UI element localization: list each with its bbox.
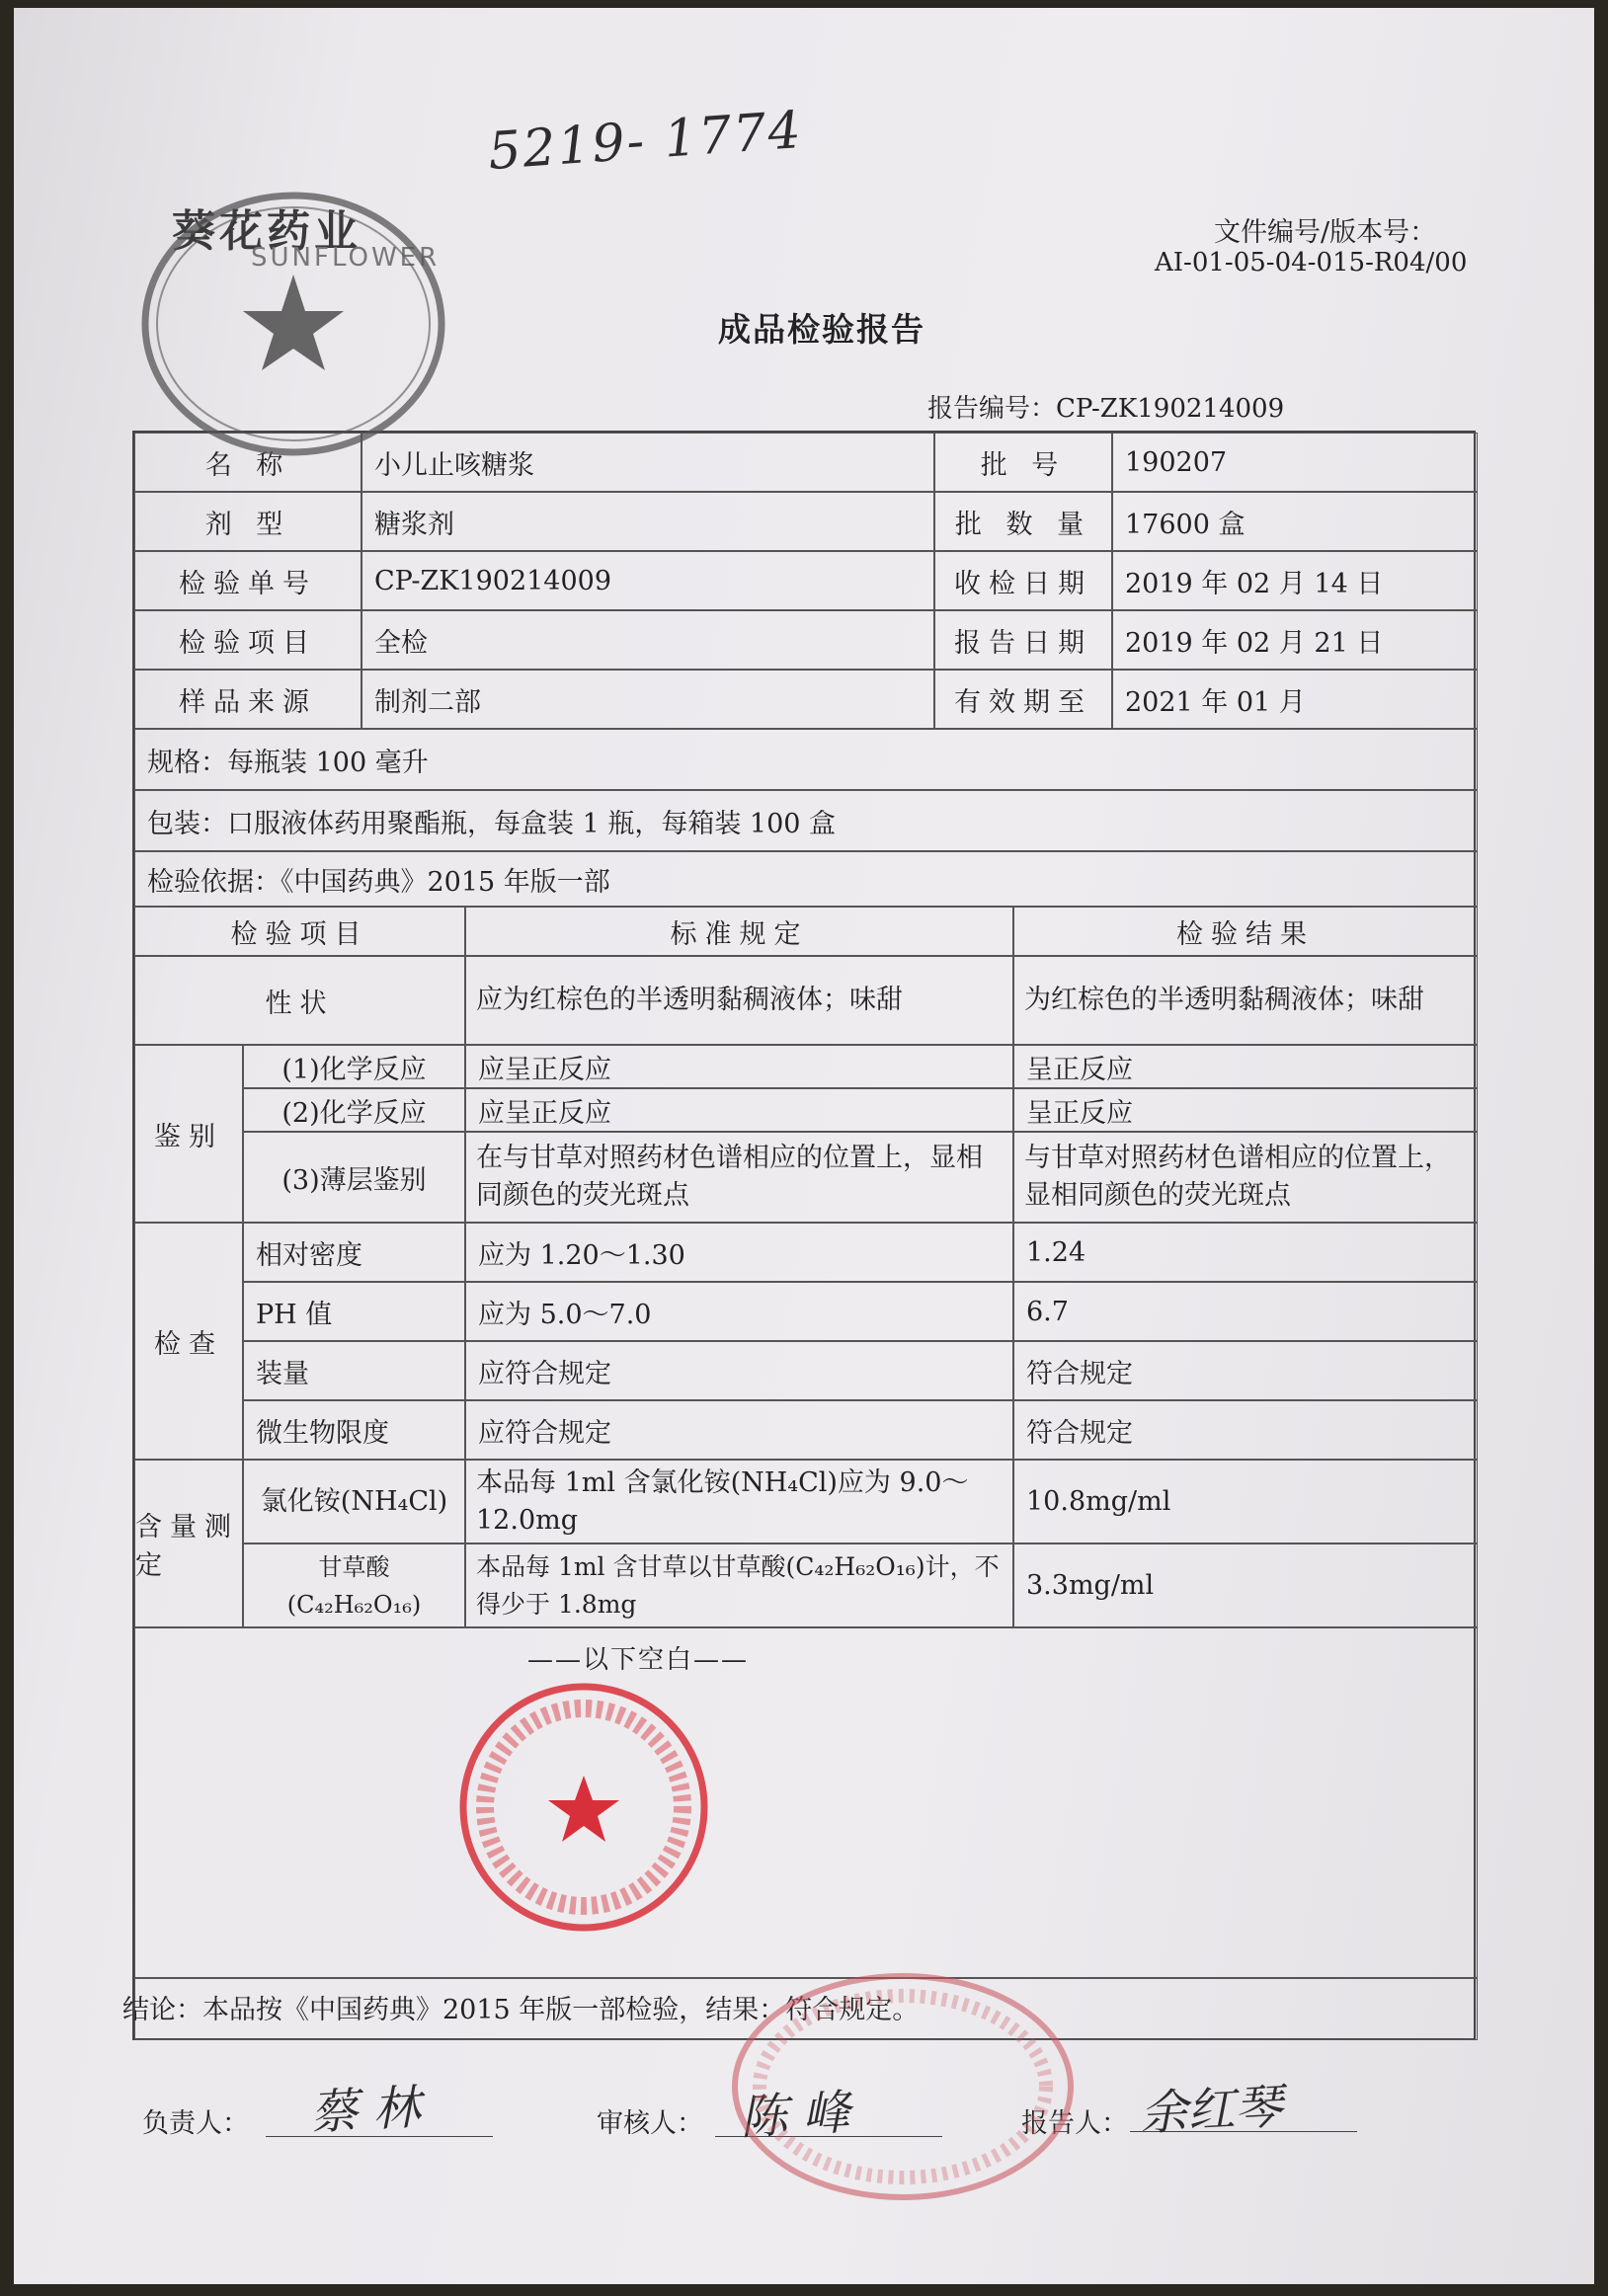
ident3-item: (3)薄层鉴别: [243, 1132, 465, 1223]
density-result: 1.24: [1013, 1223, 1478, 1282]
glyc-result: 3.3mg/ml: [1013, 1544, 1478, 1627]
doc-number-label: 文件编号/版本号：: [1214, 217, 1437, 248]
header-standard: 标准规定: [465, 907, 1013, 956]
document-page: [14, 8, 1594, 2284]
doc-number: AI-01-05-04-015-R04/00: [1155, 248, 1468, 277]
header-result: 检验结果: [1013, 907, 1478, 956]
density-item: 相对密度: [243, 1223, 465, 1282]
ident3-standard: 在与甘草对照药材色谱相应的位置上，显相同颜色的荧光斑点: [465, 1132, 1013, 1223]
micro-item: 微生物限度: [243, 1400, 465, 1460]
test-no-value: CP-ZK190214009: [362, 551, 934, 610]
basis-row: 检验依据：《中国药典》2015 年版一部: [134, 851, 1478, 907]
reviewer-label: 审核人：: [597, 2108, 703, 2139]
report-date-value: 2019 年 02 月 21 日: [1112, 610, 1478, 670]
recv-value: 2019 年 02 月 14 日: [1112, 551, 1478, 610]
company-logo-sub: SUNFLOWER: [251, 243, 441, 273]
name-label: 名 称: [134, 433, 362, 492]
appearance-item: 性状: [134, 956, 465, 1045]
form-value: 糖浆剂: [362, 492, 934, 551]
glyc-item: 甘草酸(C₄₂H₆₂O₁₆): [243, 1544, 465, 1627]
center-red-stamp: [453, 1677, 715, 1939]
responsible-signature: 蔡 林: [308, 2080, 422, 2141]
ident1-standard: 应呈正反应: [465, 1045, 1013, 1088]
batch-label: 批 号: [934, 433, 1112, 492]
report-table: [132, 431, 1476, 2040]
header-item: 检验项目: [134, 907, 465, 956]
conclusion: 结论：本品按《中国药典》2015 年版一部检验，结果：符合规定。: [122, 1995, 920, 2025]
page-title: 成品检验报告: [718, 310, 925, 349]
handwritten-annotation: 5219- 1774: [486, 100, 805, 183]
responsible-label: 负责人：: [142, 2108, 249, 2139]
ph-result: 6.7: [1013, 1282, 1478, 1341]
ident2-item: (2)化学反应: [243, 1088, 465, 1132]
bottom-red-stamp: [720, 1958, 1085, 2215]
reporter-signature: 余红琴: [1138, 2079, 1284, 2142]
check-group-label: 检查: [134, 1223, 243, 1460]
ph-item: PH 值: [243, 1282, 465, 1341]
nh4cl-standard: 本品每 1ml 含氯化铵(NH₄Cl)应为 9.0～12.0mg: [465, 1460, 1013, 1544]
item-value: 全检: [362, 610, 934, 670]
micro-standard: 应符合规定: [465, 1400, 1013, 1460]
reporter-label: 报告人：: [1021, 2108, 1128, 2139]
appearance-result: 为红棕色的半透明黏稠液体；味甜: [1013, 956, 1478, 1045]
ident3-result: 与甘草对照药材色谱相应的位置上，显相同颜色的荧光斑点: [1013, 1132, 1478, 1223]
ident1-result: 呈正反应: [1013, 1045, 1478, 1088]
glyc-standard: 本品每 1ml 含甘草以甘草酸(C₄₂H₆₂O₁₆)计，不得少于 1.8mg: [465, 1544, 1013, 1627]
qty-value: 17600 盒: [1112, 492, 1478, 551]
name-value: 小儿止咳糖浆: [362, 433, 934, 492]
item-label: 检验项目: [134, 610, 362, 670]
nh4cl-item: 氯化铵(NH₄Cl): [243, 1460, 465, 1544]
reviewer-signature: 陈 峰: [738, 2085, 851, 2146]
expiry-label: 有效期至: [934, 670, 1112, 729]
appearance-standard: 应为红棕色的半透明黏稠液体；味甜: [465, 956, 1013, 1045]
source-label: 样品来源: [134, 670, 362, 729]
fill-result: 符合规定: [1013, 1341, 1478, 1400]
form-label: 剂 型: [134, 492, 362, 551]
qty-label: 批 数 量: [934, 492, 1112, 551]
batch-value: 190207: [1112, 433, 1478, 492]
assay-group-label: 含量测定: [134, 1460, 243, 1627]
recv-label: 收检日期: [934, 551, 1112, 610]
report-number: 报告编号：CP-ZK190214009: [927, 394, 1285, 424]
fill-standard: 应符合规定: [465, 1341, 1013, 1400]
package-row: 包装：口服液体药用聚酯瓶，每盒装 1 瓶，每箱装 100 盒: [134, 790, 1478, 851]
micro-result: 符合规定: [1013, 1400, 1478, 1460]
test-no-label: 检验单号: [134, 551, 362, 610]
spec-row: 规格：每瓶装 100 毫升: [134, 729, 1478, 790]
report-date-label: 报告日期: [934, 610, 1112, 670]
ph-standard: 应为 5.0～7.0: [465, 1282, 1013, 1341]
ident2-result: 呈正反应: [1013, 1088, 1478, 1132]
expiry-value: 2021 年 01 月: [1112, 670, 1478, 729]
ident-group-label: 鉴别: [134, 1045, 243, 1223]
blank-note: ——以下空白——: [527, 1645, 750, 1675]
ident2-standard: 应呈正反应: [465, 1088, 1013, 1132]
blank-area: [134, 1627, 1478, 1978]
density-standard: 应为 1.20～1.30: [465, 1223, 1013, 1282]
ident1-item: (1)化学反应: [243, 1045, 465, 1088]
top-left-stamp: [130, 181, 456, 467]
fill-item: 装量: [243, 1341, 465, 1400]
source-value: 制剂二部: [362, 670, 934, 729]
nh4cl-result: 10.8mg/ml: [1013, 1460, 1478, 1544]
company-logo: 葵花药业: [172, 206, 362, 257]
